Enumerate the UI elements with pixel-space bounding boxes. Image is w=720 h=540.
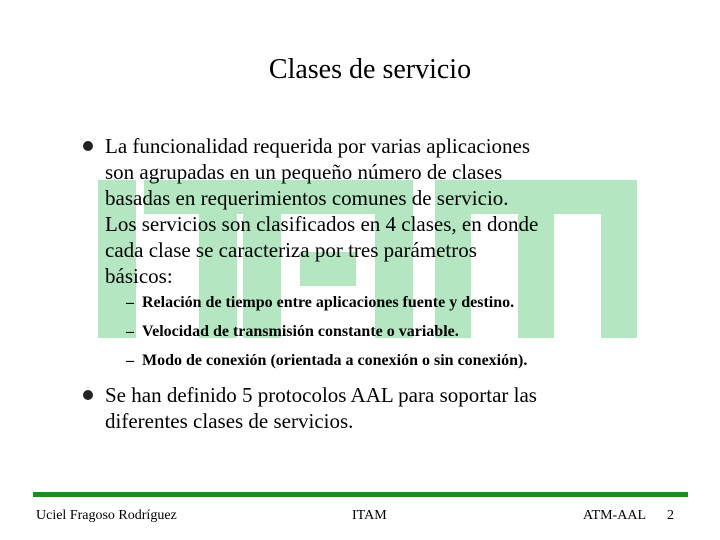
sub-bullet-3 <box>126 352 527 370</box>
slide-title: Clases de servicio <box>268 54 472 85</box>
footer-topic: ATM-AAL <box>583 508 646 523</box>
sub-bullet-3-text: Modo de conexión (orientada a conexión o sin conexión). <box>142 352 528 369</box>
dash-marker: – <box>126 294 134 311</box>
sub-bullet-2 <box>126 323 459 341</box>
bullet-2-dot-icon <box>83 390 93 400</box>
sub-bullet-2-text: Velocidad de transmisión constante o variable. <box>142 323 459 340</box>
footer-divider <box>33 492 688 497</box>
bullet-1-line-6: básicos: <box>105 264 173 288</box>
bullet-1-line-5: cada clase se caracteriza por tres parámetros <box>105 238 477 262</box>
bullet-1-text <box>105 133 538 289</box>
dash-marker: – <box>126 323 134 340</box>
bullet-1-line-3: basadas en requerimientos comunes de servicio. <box>105 186 509 210</box>
bullet-2-line-2: diferentes clases de servicios. <box>105 409 354 433</box>
bullet-2-text <box>105 382 537 434</box>
bullet-1-dot-icon <box>83 141 93 151</box>
sub-bullet-1 <box>126 294 514 312</box>
dash-marker: – <box>126 352 134 369</box>
bullet-1-line-1: La funcionalidad requerida por varias aplicaciones <box>105 134 531 158</box>
bullet-1-line-2: son agrupadas en un pequeño número de clases <box>105 160 503 184</box>
sub-bullet-1-text: Relación de tiempo entre aplicaciones fuente y destino. <box>142 294 515 311</box>
page-number: 2 <box>667 508 674 523</box>
bullet-2-line-1: Se han definido 5 protocolos AAL para soportar las <box>105 383 537 407</box>
bullet-1-line-4: Los servicios son clasificados en 4 clases, en donde <box>105 212 539 236</box>
footer-institution: ITAM <box>352 508 387 523</box>
footer-author: Uciel Fragoso Rodríguez <box>36 508 177 523</box>
